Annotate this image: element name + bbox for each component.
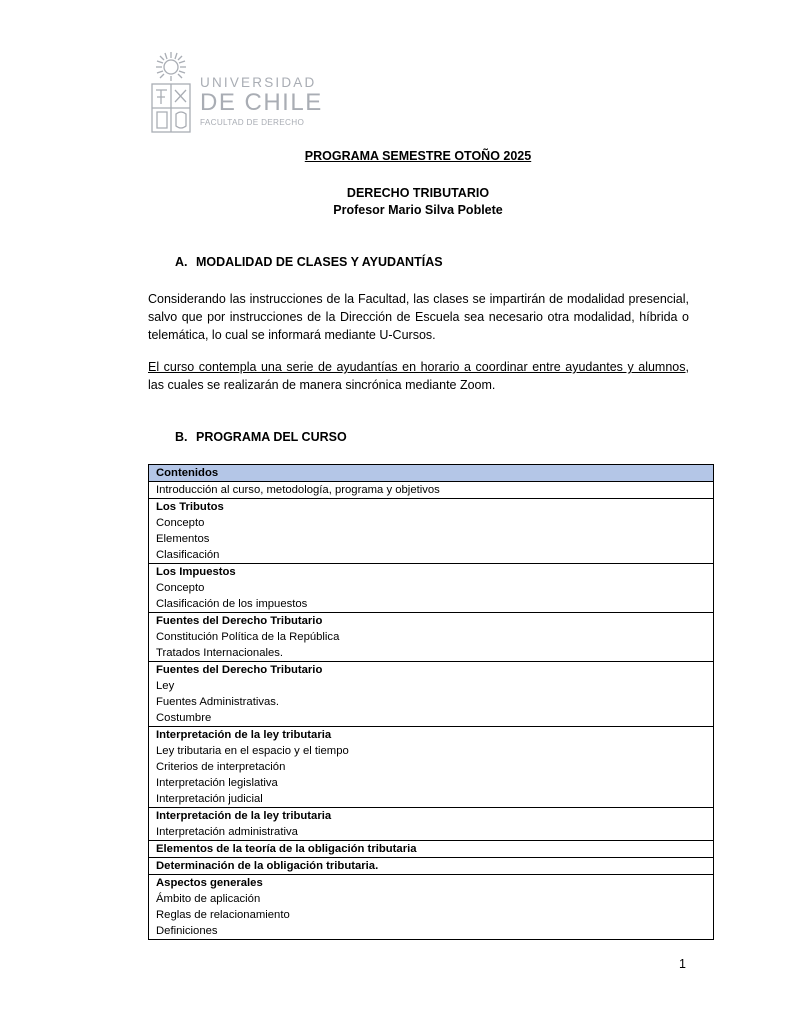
topic-item: Interpretación judicial: [156, 793, 263, 805]
table-row: [149, 727, 714, 808]
topic-item: Interpretación administrativa: [156, 826, 298, 838]
topic-heading: Fuentes del Derecho Tributario: [156, 615, 323, 627]
logo-de-chile: DE CHILE: [200, 89, 323, 116]
table-row: [149, 482, 714, 499]
section-b-title: PROGRAMA DEL CURSO: [196, 430, 347, 444]
page-number: 1: [679, 957, 686, 971]
topic-item: Ley tributaria en el espacio y el tiempo: [156, 745, 349, 757]
table-cell: [149, 727, 714, 808]
table-header-row: [149, 465, 714, 482]
ayudantias-underlined-text: El curso contempla una serie de ayudantías en horario a coordinar entre ayudantes y alumnos: [148, 360, 686, 374]
topic-heading: Elementos de la teoría de la obligación tributaria: [156, 843, 417, 855]
topic-item: Clasificación: [156, 549, 220, 561]
topic-heading: Los Tributos: [156, 501, 224, 513]
topic-item: Ámbito de aplicación: [156, 893, 261, 905]
table-cell: [149, 499, 714, 564]
topic-item: Elementos: [156, 533, 210, 545]
university-seal-icon: [148, 50, 194, 136]
logo-faculty: FACULTAD DE DERECHO: [200, 118, 305, 127]
table-cell: [149, 613, 714, 662]
program-title: PROGRAMA SEMESTRE OTOÑO 2025: [304, 149, 532, 163]
section-a-title: MODALIDAD DE CLASES Y AYUDANTÍAS: [196, 255, 443, 269]
topic-heading: Los Impuestos: [156, 566, 236, 578]
section-a-letter: A.: [175, 255, 188, 269]
course-program-table: [148, 464, 714, 940]
topic-item: Reglas de relacionamiento: [156, 909, 290, 921]
section-b-letter: B.: [175, 430, 188, 444]
table-cell: [149, 808, 714, 841]
professor-name: Profesor Mario Silva Poblete: [333, 203, 503, 217]
topic-item: Concepto: [156, 582, 205, 594]
topic-item: Costumbre: [156, 712, 212, 724]
table-row: [149, 875, 714, 940]
course-title: DERECHO TRIBUTARIO: [346, 186, 490, 200]
topic-heading: Interpretación de la ley tributaria: [156, 729, 332, 741]
topic-item: Concepto: [156, 517, 205, 529]
topic-heading: Interpretación de la ley tributaria: [156, 810, 332, 822]
table-cell: [149, 858, 714, 875]
topic-heading: Determinación de la obligación tributaria.: [156, 860, 379, 872]
topic-item: Interpretación legislativa: [156, 777, 278, 789]
logo-university: UNIVERSIDAD: [200, 75, 317, 90]
university-logo: [148, 50, 323, 136]
table-row: [149, 841, 714, 858]
logo-wordmark: [200, 76, 323, 128]
table-row: [149, 662, 714, 727]
table-cell: [149, 482, 714, 499]
topic-item: Introducción al curso, metodología, programa y objetivos: [156, 484, 440, 496]
table-cell: [149, 875, 714, 940]
table-header-cell: Contenidos: [149, 465, 714, 482]
table-row: [149, 564, 714, 613]
topic-item: Constitución Política de la República: [156, 631, 340, 643]
topic-item: Clasificación de los impuestos: [156, 598, 308, 610]
topic-item: Ley: [156, 680, 175, 692]
topic-item: Definiciones: [156, 925, 218, 937]
ayudantias-text: , las cuales se realizarán de manera sincrónica mediante Zoom.: [148, 360, 689, 392]
table-row: [149, 499, 714, 564]
topic-heading: Aspectos generales: [156, 877, 263, 889]
ayudantias-paragraph: [148, 358, 689, 394]
modalidad-paragraph: Considerando las instrucciones de la Facultad, las clases se impartirán de modalidad presencial, salvo que por instrucciones de la Dirección de Escuela sea necesario otra modalidad, híbrida o telemática, lo cual se informará mediante U-Cursos.: [148, 292, 689, 342]
topic-item: Fuentes Administrativas.: [156, 696, 280, 708]
topic-item: Criterios de interpretación: [156, 761, 286, 773]
table-row: [149, 858, 714, 875]
topic-heading: Fuentes del Derecho Tributario: [156, 664, 323, 676]
table-cell: [149, 841, 714, 858]
table-row: [149, 613, 714, 662]
section-b-heading: [175, 430, 347, 444]
table-row: [149, 808, 714, 841]
table-cell: [149, 564, 714, 613]
section-a-heading: [175, 255, 443, 269]
topic-item: Tratados Internacionales.: [156, 647, 284, 659]
table-cell: [149, 662, 714, 727]
